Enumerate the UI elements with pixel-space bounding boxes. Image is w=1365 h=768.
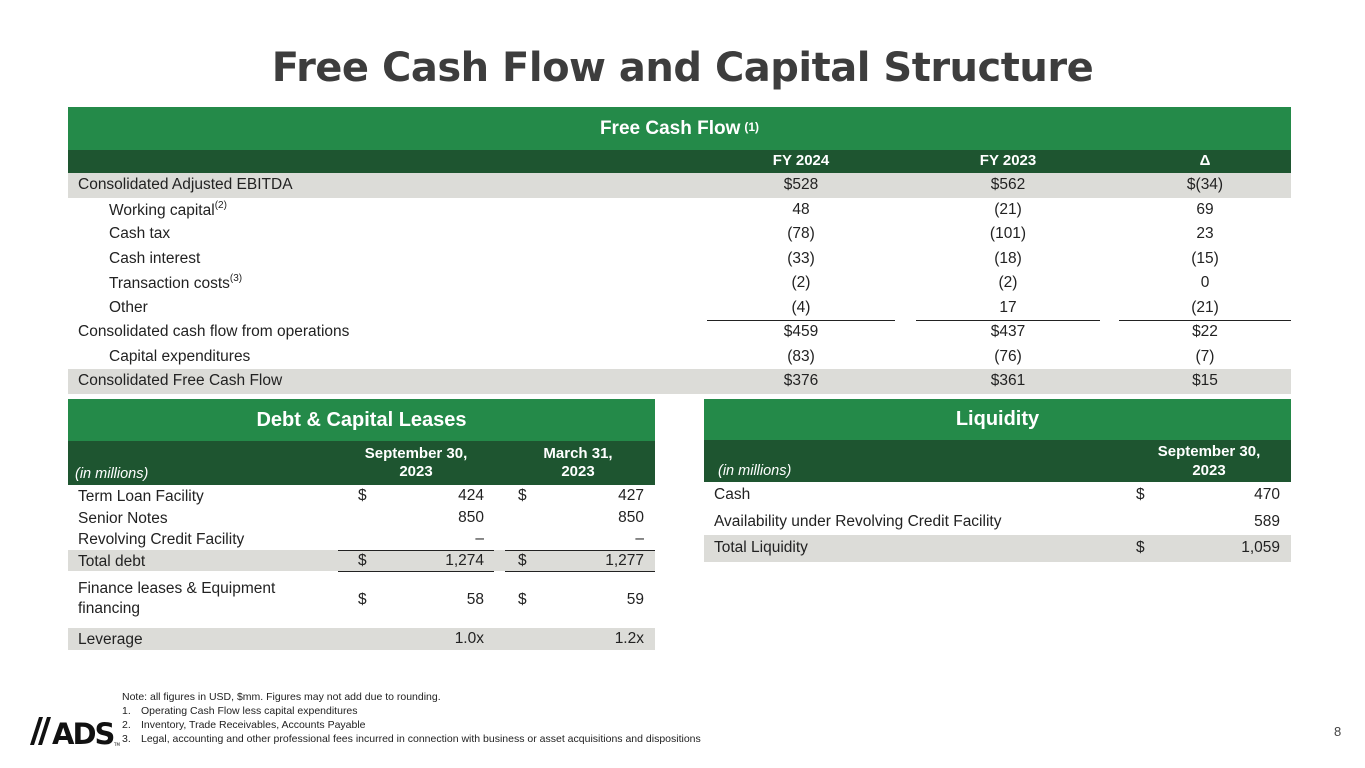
fcf-row-cash-interest [68, 247, 1291, 272]
cell-sep-2023: 58 [466, 591, 484, 608]
cell-delta: $(34) [1186, 176, 1224, 193]
debt-row-senior-notes [68, 507, 655, 529]
fcf-row-adjusted-ebitda [68, 173, 1291, 198]
row-label: Total debt [78, 552, 146, 570]
row-label: Revolving Credit Facility [78, 531, 245, 548]
row-label: Consolidated Adjusted EBITDA [78, 176, 293, 193]
row-label: Consolidated Free Cash Flow [78, 372, 283, 389]
cell-fy2024: (33) [787, 249, 815, 267]
cell-delta: (15) [1191, 249, 1219, 267]
footnote-number: 1. [122, 705, 131, 717]
row-label: Capital expenditures [109, 347, 251, 365]
row-label: Cash tax [109, 225, 171, 242]
debt-column-header-row [68, 441, 655, 485]
row-label [109, 274, 242, 293]
cell-fy2024: (2) [791, 274, 811, 291]
cell-mar-2023: – [635, 530, 644, 547]
fcf-row-free-cash-flow [68, 369, 1291, 394]
cell-delta: $15 [1192, 372, 1218, 389]
cell-mar-2023: 1,277 [605, 551, 644, 569]
fcf-row-capital-expenditures [68, 345, 1291, 370]
footnotes [122, 690, 701, 746]
col-line1: March 31, [543, 445, 613, 462]
cell-delta: 69 [1196, 200, 1214, 218]
cell-fy2024: $459 [783, 323, 819, 340]
cell-fy2023: (2) [998, 274, 1018, 291]
cell-fy2024: $376 [783, 372, 819, 389]
col-line2: 2023 [561, 463, 595, 480]
units-label: (in millions) [75, 466, 149, 482]
col-line2: 2023 [1192, 462, 1226, 479]
ads-logo [30, 715, 122, 747]
currency-symbol: $ [358, 487, 367, 504]
cell-sep-2023: 1.0x [454, 630, 484, 647]
cell-delta: (7) [1195, 347, 1215, 365]
page-number: 8 [1334, 724, 1342, 739]
debt-row-revolving-credit [68, 528, 655, 550]
cell-fy2024: (83) [787, 347, 815, 365]
fcf-row-cash-tax [68, 222, 1291, 247]
cell-fy2023: $562 [990, 176, 1026, 193]
footnote-number: 2. [122, 719, 131, 731]
footnote-text: Legal, accounting and other professional fees incurred in connection with business or asset acquisitions and dispositions [141, 733, 701, 745]
cell-delta: (21) [1191, 298, 1219, 316]
cell-mar-2023: 427 [618, 487, 644, 504]
cell-fy2024: $528 [783, 176, 819, 193]
row-label: Senior Notes [78, 509, 168, 527]
liquidity-row-cash [704, 482, 1291, 509]
fcf-row-transaction-costs [68, 271, 1291, 296]
debt-header: Debt & Capital Leases [68, 399, 655, 441]
col-line2: 2023 [399, 463, 433, 480]
cell-mar-2023: 850 [618, 508, 644, 526]
logo-wordmark: ADS [52, 717, 114, 747]
free-cash-flow-table [68, 107, 1291, 394]
debt-capital-leases-table [68, 399, 655, 650]
fcf-header [68, 107, 1291, 150]
footnote-1 [122, 704, 701, 718]
currency-symbol: $ [358, 551, 367, 569]
row-label: Leverage [78, 631, 143, 648]
currency-symbol: $ [518, 551, 527, 569]
cell-delta: 23 [1196, 225, 1214, 242]
liquidity-header: Liquidity [704, 399, 1291, 440]
fcf-row-cash-flow-from-operations [68, 320, 1291, 345]
currency-symbol: $ [1136, 539, 1145, 557]
fcf-column-header-row [68, 150, 1291, 173]
row-label [109, 201, 227, 220]
footnote-text: Inventory, Trade Receivables, Accounts Payable [141, 719, 366, 731]
cell-fy2023: (101) [989, 225, 1027, 242]
cell-delta: $22 [1192, 323, 1218, 340]
cell-fy2023: $437 [990, 323, 1026, 340]
currency-symbol: $ [1136, 486, 1145, 503]
debt-row-leverage [68, 628, 655, 650]
footnote-intro: Note: all figures in USD, $mm. Figures may not add due to rounding. [122, 691, 441, 703]
liquidity-col-sep-2023 [1127, 442, 1291, 480]
cell-fy2023: (18) [994, 249, 1022, 267]
debt-row-total-debt [68, 550, 655, 572]
row-label: Term Loan Facility [78, 488, 204, 505]
footnote-ref: (2) [214, 199, 227, 211]
fcf-row-working-capital [68, 198, 1291, 223]
cell-fy2024: 48 [792, 200, 810, 218]
fcf-header-note: (1) [744, 119, 760, 134]
cell-delta: 0 [1200, 274, 1210, 291]
cell-sep-2023: 1,059 [1241, 539, 1280, 557]
debt-row-term-loan [68, 485, 655, 507]
cell-fy2023: $361 [990, 372, 1026, 389]
liquidity-row-total [704, 535, 1291, 562]
footnote-2 [122, 718, 701, 732]
cell-sep-2023: 589 [1254, 512, 1280, 530]
footnote-3 [122, 732, 701, 746]
cell-sep-2023: 424 [458, 487, 484, 504]
row-label: Consolidated cash flow from operations [78, 323, 350, 340]
currency-symbol: $ [358, 591, 367, 608]
debt-col-sep-2023 [331, 445, 501, 481]
currency-symbol: $ [518, 487, 527, 504]
cell-mar-2023: 1.2x [614, 630, 644, 647]
row-label: Finance leases & Equipment financing [78, 580, 276, 617]
units-label: (in millions) [718, 463, 792, 479]
footnote-ref: (3) [229, 273, 243, 284]
row-label: Cash [714, 486, 751, 503]
row-label: Other [109, 298, 148, 316]
cell-sep-2023: 470 [1254, 486, 1280, 503]
fcf-col-fy2024: FY 2024 [772, 152, 830, 169]
row-label: Availability under Revolving Credit Facility [714, 512, 1002, 530]
row-label-text: Working capital [109, 201, 215, 219]
col-line1: September 30, [1157, 443, 1261, 460]
fcf-header-label: Free Cash Flow [599, 117, 741, 139]
cell-sep-2023: 1,274 [445, 551, 484, 569]
fcf-col-delta: Δ [1199, 152, 1211, 169]
liquidity-column-header-row [704, 440, 1291, 482]
footnote-text: Operating Cash Flow less capital expenditures [141, 705, 358, 717]
row-label: Cash interest [109, 249, 201, 267]
debt-row-finance-leases [68, 571, 655, 628]
cell-sep-2023: – [475, 530, 484, 547]
cell-fy2023: (76) [994, 347, 1022, 365]
liquidity-row-revolver-availability [704, 509, 1291, 536]
cell-mar-2023: 59 [626, 591, 644, 608]
row-label-text: Transaction costs [109, 275, 230, 293]
footnote-number: 3. [122, 733, 131, 745]
page-title: Free Cash Flow and Capital Structure [271, 45, 1094, 91]
fcf-col-fy2023: FY 2023 [979, 152, 1037, 169]
cell-fy2023: 17 [999, 298, 1017, 316]
col-line1: September 30, [364, 445, 468, 462]
currency-symbol: $ [518, 591, 527, 608]
row-label: Total Liquidity [714, 539, 808, 557]
cell-fy2024: (78) [787, 225, 815, 242]
cell-fy2023: (21) [994, 200, 1022, 218]
debt-col-mar-2023 [501, 445, 655, 481]
liquidity-table [704, 399, 1291, 562]
fcf-row-other [68, 296, 1291, 321]
cell-sep-2023: 850 [458, 508, 484, 526]
cell-fy2024: (4) [791, 298, 811, 316]
logo-trademark: TM [114, 742, 120, 747]
